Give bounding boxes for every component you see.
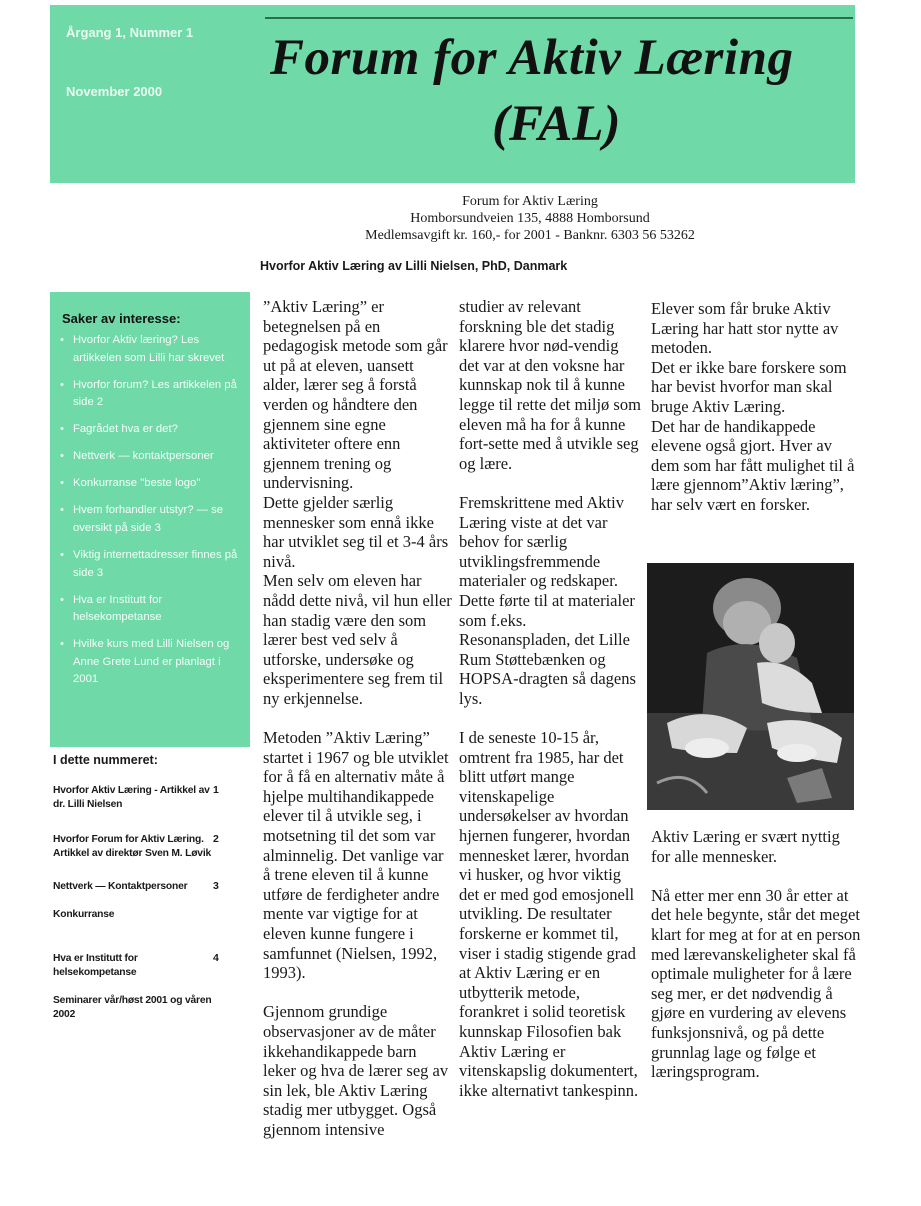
list-item: • Nettverk — kontaktpersoner — [60, 448, 248, 466]
toc-page: 2 — [213, 833, 219, 845]
list-item: • Hvilke kurs med Lilli Nielsen og Anne Grete Lund er planlagt i 2001 — [60, 636, 248, 689]
toc-page: 1 — [213, 784, 219, 796]
toc-entry: Hvorfor Forum for Aktiv Læring. Artikkel av direktør Sven M. Løvik — [53, 834, 212, 859]
toc-entry: Konkurranse — [53, 909, 115, 920]
address-block — [330, 193, 730, 244]
paragraph: Men selv om eleven har nådd dette nivå, vil hun eller han stadig være den som lærer best ved selv å utforske, undersøke og eksperimentere seg frem til ny erkjennelse. — [263, 571, 452, 708]
paragraph: I de seneste 10-15 år, omtrent fra 1985, har det blitt utført mange vitenskapelige undersøkelser av hvordan hjernen fungerer, hvordan mennesket lærer, hvordan vi husker, og hvor viktig det er med god emosjonell utvikling. De resultater forskerne er kommet til, viser i stadig stigende grad at Aktiv Læring er en utbytterik metode, forankret i solid teoretisk kunnskap Filosofien bak Aktiv Læring er vitenskapslig dokumentert, ikke alternativt tankespinn. — [459, 728, 639, 1100]
address-org: Forum for Aktiv Læring — [462, 194, 598, 209]
toc-title: I dette nummeret: — [53, 753, 158, 767]
newsletter-acronym: (FAL) — [492, 96, 621, 152]
address-membership: Medlemsavgift kr. 160,- for 2001 - Banknr. 6303 56 53262 — [365, 228, 695, 243]
list-item: • Hvem forhandler utstyr? — se oversikt på side 3 — [60, 502, 248, 537]
paragraph: Fremskrittene med Aktiv Læring viste at det var behov for særlig utviklingsfremmende materialer og redskaper. Dette førte til at materialer som f.eks. Resonanspladen, det Lille Rum Støttebænken og HOPSA-dragten så dagens lys. — [459, 492, 636, 708]
paragraph: Nå etter mer enn 30 år etter at det hele begynte, står det meget klart for meg at for at en person med lærevanskeligheter skal få optimale muligheter for å lære seg mer, er det nødvendig å gjøre en vurdering av elevens funksjonsnivå, og på dette grunnlag lage og følge et læringsprogram. — [651, 885, 861, 1082]
interest-sidebar — [50, 292, 250, 747]
article-photo — [647, 563, 854, 810]
issue-date: November 2000 — [66, 84, 163, 99]
toc-entry: Hva er Institutt for helsekompetanse — [53, 953, 138, 978]
interest-list — [60, 332, 248, 698]
list-item: • Fagrådet hva er det? — [60, 421, 248, 439]
list-item: • Hvorfor Aktiv læring? Les artikkelen som Lilli har skrevet — [60, 332, 248, 367]
article-column-2 — [459, 297, 641, 1120]
paragraph: Elever som får bruke Aktiv Læring har hatt stor nytte av metoden. — [651, 299, 839, 358]
issue-label: Årgang 1, Nummer 1 — [66, 25, 194, 40]
paragraph: Det er ikke bare forskere som har bevist hvorfor man skal bruge Aktiv Læring. — [651, 357, 847, 416]
paragraph: Aktiv Læring er svært nyttig for alle mennesker. — [651, 827, 840, 866]
article-byline: Hvorfor Aktiv Læring av Lilli Nielsen, PhD, Danmark — [260, 259, 568, 273]
article-column-3 — [651, 299, 861, 515]
paragraph: Det har de handikappede elevene også gjort. Hver av dem som har fått mulighet til å lære gjennom”Aktiv læring”, har selv vært en forsker. — [651, 416, 855, 514]
newsletter-title: Forum for Aktiv Læring — [270, 30, 794, 86]
article-column-3-continued — [651, 827, 861, 1101]
header-banner — [50, 5, 855, 183]
list-item: • Hvorfor forum? Les artikkelen på side 2 — [60, 377, 248, 412]
list-item: • Viktig internettadresser finnes på side 3 — [60, 547, 248, 582]
list-item: • Hva er Institutt for helsekompetanse — [60, 592, 248, 627]
address-street: Homborsundveien 135, 4888 Homborsund — [410, 211, 650, 226]
toc-page: 4 — [213, 952, 219, 964]
paragraph: Dette gjelder særlig mennesker som ennå ikke har utviklet seg til et 3-4 års nivå. — [263, 492, 449, 571]
list-item: • Konkurranse "beste logo" — [60, 475, 248, 493]
paragraph: Metoden ”Aktiv Læring” startet i 1967 og ble utviklet for å få en alternativ måte å hjelpe multihandikappede elever til å utvikle seg, i motsetning til det som var alminnelig. Det vanlige var å trene eleven til å kunne utføre de ferdigheter andre mente var vigtige for at eleven kunne fungere i samfunnet (Nielsen, 1992, 1993). — [263, 728, 449, 983]
header-rule — [265, 17, 853, 19]
article-column-1 — [263, 297, 453, 1159]
paragraph: Gjennom grundige observasjoner av de måter ikkehandikappede barn leker og hva de lærer seg av sin lek, ble Aktiv Læring stadig mer utbygget. Også gjennom intensive — [263, 1002, 449, 1139]
toc-entry: Hvorfor Aktiv Læring - Artikkel av dr. Lilli Nielsen — [53, 785, 210, 810]
toc-entry: Nettverk — Kontaktpersoner — [53, 881, 188, 892]
paragraph: ”Aktiv Læring” er betegnelsen på en pedagogisk metode som går ut på at eleven, uansett alder, lærer seg å forstå verden og håndtere den gjennem sine egne aktiviteter oftere enn gjennem trening og undervisning. — [263, 297, 448, 493]
toc-page: 3 — [213, 880, 219, 892]
toc-entry: Seminarer vår/høst 2001 og våren 2002 — [53, 995, 212, 1020]
paragraph: studier av relevant forskning ble det stadig klarere hvor nød-vendig det var at den voksne har kunnskap nok til å kunne legge til rette det miljø som eleven må ha for å kunne fort-sette med å utvikle seg og lære. — [459, 297, 641, 473]
sidebar-title: Saker av interesse: — [62, 311, 181, 326]
